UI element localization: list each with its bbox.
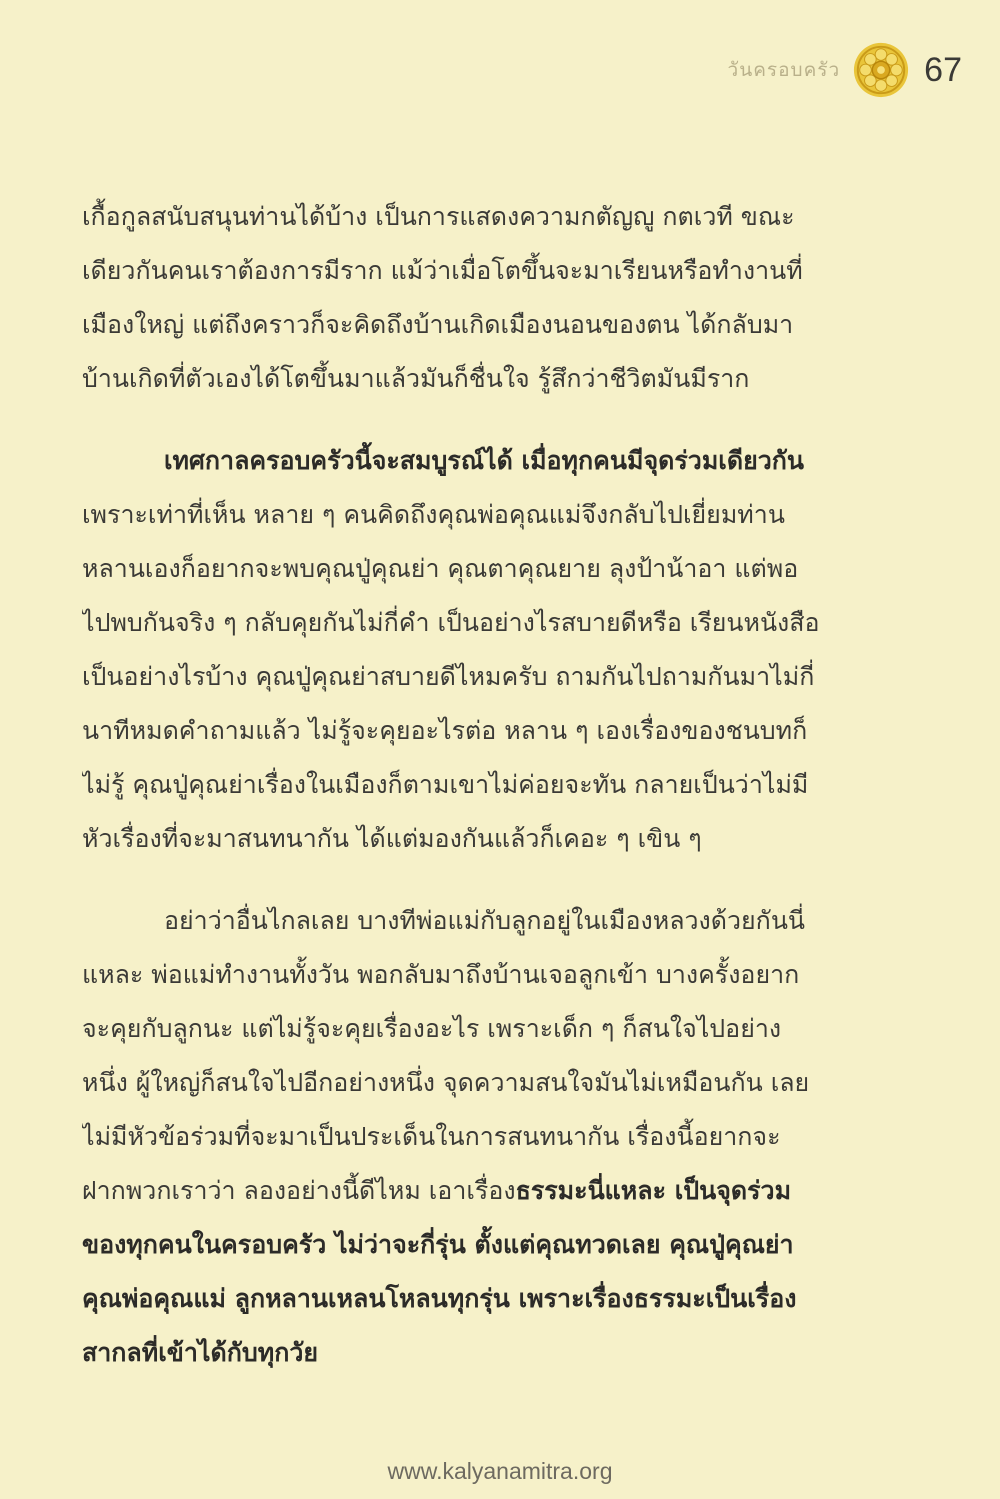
text-line-content: คุณพ่อคุณแม่ ลูกหลานเหลนโหลนทุกรุ่น เพราะเรื่องธรรมะเป็นเรื่อง <box>82 1284 797 1313</box>
text-line <box>82 894 900 948</box>
bold-text-run: ธรรมะนี่แหละ เป็นจุดร่วม <box>515 1176 792 1205</box>
text-line-content: เป็นอย่างไรบ้าง คุณปู่คุณย่าสบายดีไหมครับ ถามกันไปถามกันมาไม่กี่ <box>82 662 815 691</box>
bold-heading-line <box>82 434 900 488</box>
footer-url: www.kalyanamitra.org <box>387 1458 613 1484</box>
text-line-content: เกื้อกูลสนับสนุนท่านได้บ้าง เป็นการแสดงความกตัญญู กตเวที ขณะ <box>82 202 795 231</box>
bold-text-line <box>82 1272 900 1326</box>
text-line-content: หลานเองก็อยากจะพบคุณปู่คุณย่า คุณตาคุณยาย ลุงป้าน้าอา แต่พอ <box>82 554 799 583</box>
text-line-content: หนึ่ง ผู้ใหญ่ก็สนใจไปอีกอย่างหนึ่ง จุดความสนใจมันไม่เหมือนกัน เลย <box>82 1068 810 1097</box>
text-line-content: ไม่รู้ คุณปู่คุณย่าเรื่องในเมืองก็ตามเขาไม่ค่อยจะทัน กลายเป็นว่าไม่มี <box>82 770 809 799</box>
text-line-content: ของทุกคนในครอบครัว ไม่ว่าจะกี่รุ่น ตั้งแต่คุณทวดเลย คุณปู่คุณย่า <box>82 1230 794 1259</box>
text-line <box>82 352 900 406</box>
text-line <box>82 596 900 650</box>
text-line-content: นาทีหมดคำถามแล้ว ไม่รู้จะคุยอะไรต่อ หลาน ๆ เองเรื่องของชนบทก็ <box>82 716 808 745</box>
text-line-content: แหละ พ่อแม่ทำงานทั้งวัน พอกลับมาถึงบ้านเจอลูกเข้า บางครั้งอยาก <box>82 960 800 989</box>
text-line <box>82 948 900 1002</box>
text-line-content: อย่าว่าอื่นไกลเลย บางทีพ่อแม่กับลูกอยู่ในเมืองหลวงด้วยกันนี่ <box>164 906 806 935</box>
chapter-title: วันครอบครัว <box>727 59 841 81</box>
text-line <box>82 190 900 244</box>
text-line <box>82 1164 900 1218</box>
text-line-content: สากลที่เข้าได้กับทุกวัย <box>82 1338 319 1367</box>
text-line <box>82 812 900 866</box>
text-line-content: ไปพบกันจริง ๆ กลับคุยกันไม่กี่คำ เป็นอย่างไรสบายดีหรือ เรียนหนังสือ <box>82 608 820 637</box>
body-text <box>82 190 900 1380</box>
text-line-content: เทศกาลครอบครัวนี้จะสมบูรณ์ได้ เมื่อทุกคนมีจุดร่วมเดียวกัน <box>164 446 804 475</box>
dharma-wheel-emblem-icon <box>852 41 910 99</box>
text-line <box>82 704 900 758</box>
text-line-content: ไม่มีหัวข้อร่วมที่จะมาเป็นประเด็นในการสนทนากัน เรื่องนี้อยากจะ <box>82 1122 781 1151</box>
page-header <box>728 40 962 100</box>
text-line-content: ฝากพวกเราว่า ลองอย่างนี้ดีไหม เอาเรื่อง <box>82 1176 516 1205</box>
text-line-content: เดียวกันคนเราต้องการมีราก แม้ว่าเมื่อโตขึ้นจะมาเรียนหรือทำงานที่ <box>82 256 803 285</box>
text-line <box>82 488 900 542</box>
page-number: 67 <box>924 50 962 89</box>
text-line <box>82 758 900 812</box>
text-line <box>82 542 900 596</box>
text-line-content: จะคุยกับลูกนะ แต่ไม่รู้จะคุยเรื่องอะไร เพราะเด็ก ๆ ก็สนใจไปอย่าง <box>82 1014 782 1043</box>
text-line <box>82 298 900 352</box>
bold-text-line <box>82 1218 900 1272</box>
text-line-content: บ้านเกิดที่ตัวเองได้โตขึ้นมาแล้วมันก็ชื่นใจ รู้สึกว่าชีวิตมันมีราก <box>82 364 750 393</box>
text-line <box>82 650 900 704</box>
text-line-content: เมืองใหญ่ แต่ถึงคราวก็จะคิดถึงบ้านเกิดเมืองนอนของตน ได้กลับมา <box>82 310 794 339</box>
text-line-content: หัวเรื่องที่จะมาสนทนากัน ได้แต่มองกันแล้วก็เคอะ ๆ เขิน ๆ <box>82 824 702 853</box>
text-line <box>82 1002 900 1056</box>
text-line <box>82 244 900 298</box>
bold-text-line <box>82 1326 900 1380</box>
text-line <box>82 1110 900 1164</box>
text-line <box>82 1056 900 1110</box>
text-line-content: เพราะเท่าที่เห็น หลาย ๆ คนคิดถึงคุณพ่อคุณแม่จึงกลับไปเยี่ยมท่าน <box>82 500 785 529</box>
